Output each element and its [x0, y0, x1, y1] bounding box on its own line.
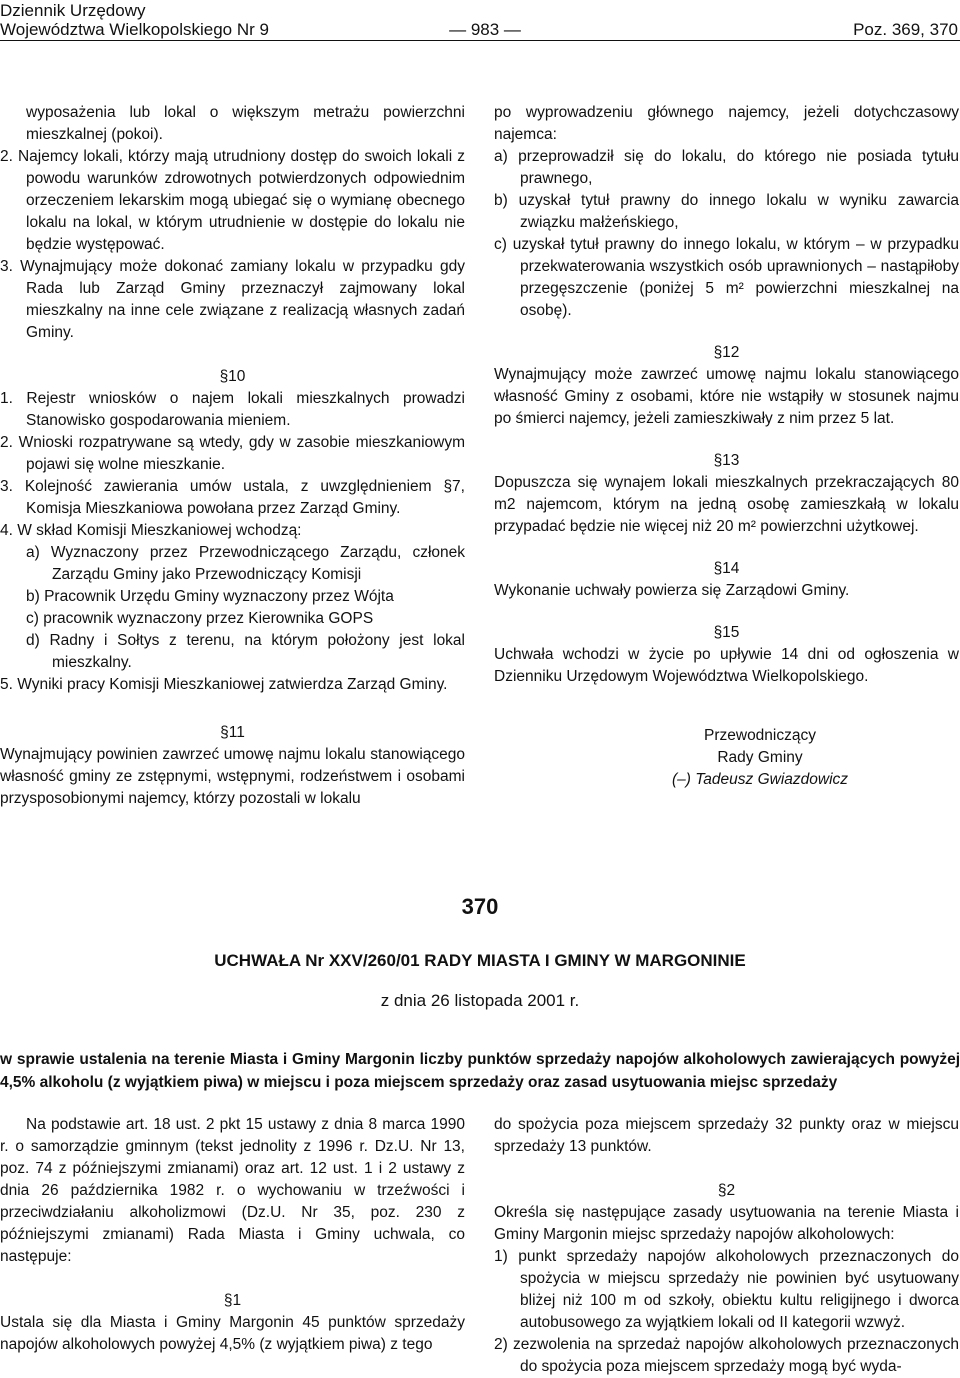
upper-right-column	[494, 102, 959, 688]
list-item: 4. W skład Komisji Mieszkaniowej wchodzą:	[0, 522, 302, 539]
lower-left-column	[0, 1114, 465, 1356]
sub-item: b) Pracownik Urzędu Gminy wyznaczony przez Wójta	[26, 588, 394, 605]
list-item: 1) punkt sprzedaży napojów alkoholowych przeznaczonych do spożycia w miejscu sprzedaży nie powinien być usytuowany bliżej niż 100 m od szkoły, obiektu kultu religijnego i dworca autobusowego za wyjątkiem lokali od II kategorii wzwyż.	[494, 1248, 959, 1331]
section-heading-11: §11	[220, 724, 245, 741]
signature-block	[660, 725, 860, 791]
section-text-14: Wykonanie uchwały powierza się Zarządowi Gminy.	[494, 582, 850, 599]
resolution-number: 370	[461, 894, 499, 919]
intro-text: do spożycia poza miejscem sprzedaży 32 punkty oraz w miejscu sprzedaży 13 punktów.	[494, 1116, 959, 1155]
section-text-12: Wynajmujący może zawrzeć umowę najmu lokalu stanowiącego własność Gminy z osobami, które nie wstąpiły w stosunek najmu po śmierci najemcy, jeżeli zamieszkiwały z nim przez 5 lat.	[494, 366, 959, 427]
resolution-date: z dnia 26 listopada 2001 r.	[380, 991, 580, 1010]
signature-name: (–) Tadeusz Gwiazdowicz	[671, 771, 849, 788]
sub-item: d) Radny i Sołtys z terenu, na którym położony jest lokal mieszkalny.	[26, 632, 465, 671]
journal-name: Dziennik Urzędowy	[0, 1, 146, 20]
section-text-1: Ustala się dla Miasta i Gminy Margonin 45 punktów sprzedaży napojów alkoholowych powyżej 4,5% (z wyjątkiem piwa) z tego	[0, 1314, 465, 1353]
sub-item: a) Wyznaczony przez Przewodniczącego Zarządu, członek Zarządu Gminy jako Przewodniczący Komisji	[26, 544, 465, 583]
position-ref: Poz. 369, 370	[853, 20, 958, 39]
section-heading-2: §2	[717, 1182, 736, 1199]
upper-left-column	[0, 102, 465, 810]
signature-body: Rady Gminy	[717, 749, 803, 766]
section-heading-12: §12	[713, 344, 740, 361]
section-text-2: Określa się następujące zasady usytuowania na terenie Miasta i Gminy Margonin miejsc sprzedaży napojów alkoholowych:	[494, 1204, 959, 1243]
section-text-15: Uchwała wchodzi w życie po upływie 14 dni od ogłoszenia w Dzienniku Urzędowym Województwa Wielkopolskiego.	[494, 646, 959, 685]
signature-role: Przewodniczący	[704, 727, 816, 744]
sub-item: c) pracownik wyznaczony przez Kierownika GOPS	[26, 610, 374, 627]
header-rule	[0, 40, 960, 41]
lower-right-column	[494, 1114, 959, 1378]
list-item: 5. Wyniki pracy Komisji Mieszkaniowej zatwierdza Zarząd Gminy.	[0, 676, 448, 693]
list-item: 3. Wynajmujący może dokonać zamiany lokalu w przypadku gdy Rada lub Zarząd Gminy przeznaczył zajmowany lokal mieszkalny na inne cele związane z realizacją własnych zadań Gminy.	[0, 258, 465, 341]
intro-text: wyposażenia lub lokal o większym metrażu powierzchni mieszkalnej (pokoi).	[26, 104, 465, 143]
list-item: 1. Rejestr wniosków o najem lokali mieszkalnych prowadzi Stanowisko gospodarowania mieniem.	[0, 390, 465, 429]
list-item: b) uzyskał tytuł prawny do innego lokalu w wyniku zawarcia związku małżeńskiego,	[494, 192, 959, 231]
list-item: 2. Najemcy lokali, którzy mają utrudniony dostęp do swoich lokali z powodu warunków zdrowotnych potwierdzonych odpowiednim orzeczeniem lekarskim mogą ubiegać się o wymianę obecnego lokalu na lokal, w którym utrudnienie w dostępie do lokalu nie będzie występować.	[0, 148, 465, 253]
page-header	[0, 0, 960, 40]
section-heading-1: §1	[223, 1292, 242, 1309]
section-heading-13: §13	[713, 452, 740, 469]
list-item: c) uzyskał tytuł prawny do innego lokalu, w którym – w przypadku przekwaterowania wszystkich osób uprawnionych – nastąpiłoby przegęszczenie (poniżej 5 m² powierzchni mieszkalnej na osobę).	[494, 236, 959, 319]
section-heading-10: §10	[219, 368, 246, 385]
section-heading-14: §14	[713, 560, 740, 577]
list-item: 2. Wnioski rozpatrywane są wtedy, gdy w zasobie mieszkaniowym pojawi się wolne mieszkanie.	[0, 434, 465, 473]
section-heading-15: §15	[713, 624, 740, 641]
voivodeship-issue: Województwa Wielkopolskiego Nr 9	[0, 20, 269, 39]
intro-text: po wyprowadzeniu głównego najemcy, jeżeli dotychczasowy najemca:	[494, 104, 959, 143]
section-text-11: Wynajmujący powinien zawrzeć umowę najmu lokalu stanowiącego własność gminy ze zstępnymi, wstępnymi, rodzeństwem i osobami przysposobionymi najemcy, którzy pozostali w lokalu	[0, 746, 465, 807]
list-item: a) przeprowadził się do lokalu, do którego nie posiada tytułu prawnego,	[494, 148, 959, 187]
resolution-subject: w sprawie ustalenia na terenie Miasta i Gminy Margonin liczby punktów sprzedaży napojów alkoholowych zawierających powyżej 4,5% alkoholu (z wyjątkiem piwa) w miejscu i poza miejscem sprzedaży oraz zasad usytuowania miejsc sprzedaży	[0, 1051, 960, 1091]
section-text-13: Dopuszcza się wynajem lokali mieszkalnych przekraczających 80 m2 najemcom, którym na jedną osobę zamieszkałą w lokalu przypadać będzie nie więcej niż 20 m² powierzchni użytkowej.	[494, 474, 959, 535]
page-number: — 983 —	[449, 20, 521, 39]
resolution-title: UCHWAŁA Nr XXV/260/01 RADY MIASTA I GMINY W MARGONINIE	[214, 951, 746, 970]
list-item: 3. Kolejność zawierania umów ustala, z uwzględnieniem §7, Komisja Mieszkaniowa powołana przez Zarząd Gminy.	[0, 478, 465, 517]
list-item: 2) zezwolenia na sprzedaż napojów alkoholowych przeznaczonych do spożycia poza miejscem sprzedaży mogą być wyda-	[494, 1336, 959, 1375]
preamble-text: Na podstawie art. 18 ust. 2 pkt 15 ustawy z dnia 8 marca 1990 r. o samorządzie gminnym (tekst jednolity z 1996 r. Dz.U. Nr 13, poz. 74 z późniejszymi zmianami) oraz art. 12 ust. 1 i 2 ustawy z dnia 26 października 1982 r. o wychowaniu w trzeźwości i przeciwdziałaniu alkoholizmowi (Dz.U. Nr 35, poz. 230 z późniejszymi zmianami) Rada Miasta i Gminy uchwala, co następuje:	[0, 1116, 465, 1265]
